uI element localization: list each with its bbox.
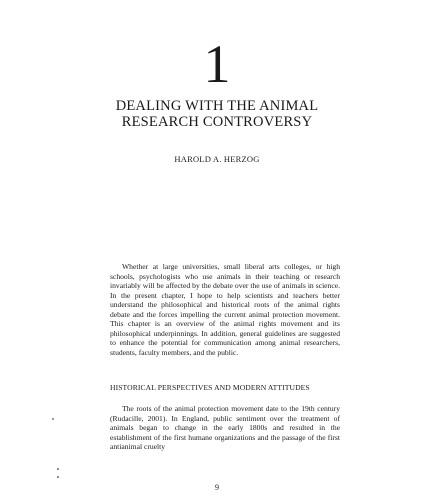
chapter-title — [60, 98, 374, 130]
scan-speck — [57, 468, 59, 470]
chapter-title-line-1: DEALING WITH THE ANIMAL — [115, 98, 319, 114]
chapter-title-line-2: RESEARCH CONTROVERSY — [121, 114, 313, 130]
scan-speck — [57, 476, 59, 478]
chapter-number: 1 — [203, 34, 231, 94]
chapter-abstract: Whether at large universities, small liberal arts colleges, or high schools, psychologists who use animals in their teaching or research invariably will be affected by the debate over the use of animals in science. In the present chapter, I hope to help scientists and teachers better understand the philosophical and historical roots of the animal rights debate and the forces impelling the current animal protection movement. This chapter is an overview of the animal rights movement and its philosophical underpinnings. In addition, general guidelines are suggested to enhance the potential for communication among animal researchers, students, faculty members, and the public. — [110, 262, 340, 357]
page-number: 9 — [215, 483, 219, 492]
body-paragraph: The roots of the animal protection movement date to the 19th century (Rudacille, 2001). In England, public sentiment over the treatment of animals began to change in the early 1800s and resulted in the establishment of the first humane organizations and the passage of the first antianimal cruelty — [110, 404, 340, 451]
author-name: HAROLD A. HERZOG — [174, 154, 260, 164]
scan-speck — [52, 418, 54, 420]
section-heading: HISTORICAL PERSPECTIVES AND MODERN ATTITUDES — [110, 383, 310, 392]
